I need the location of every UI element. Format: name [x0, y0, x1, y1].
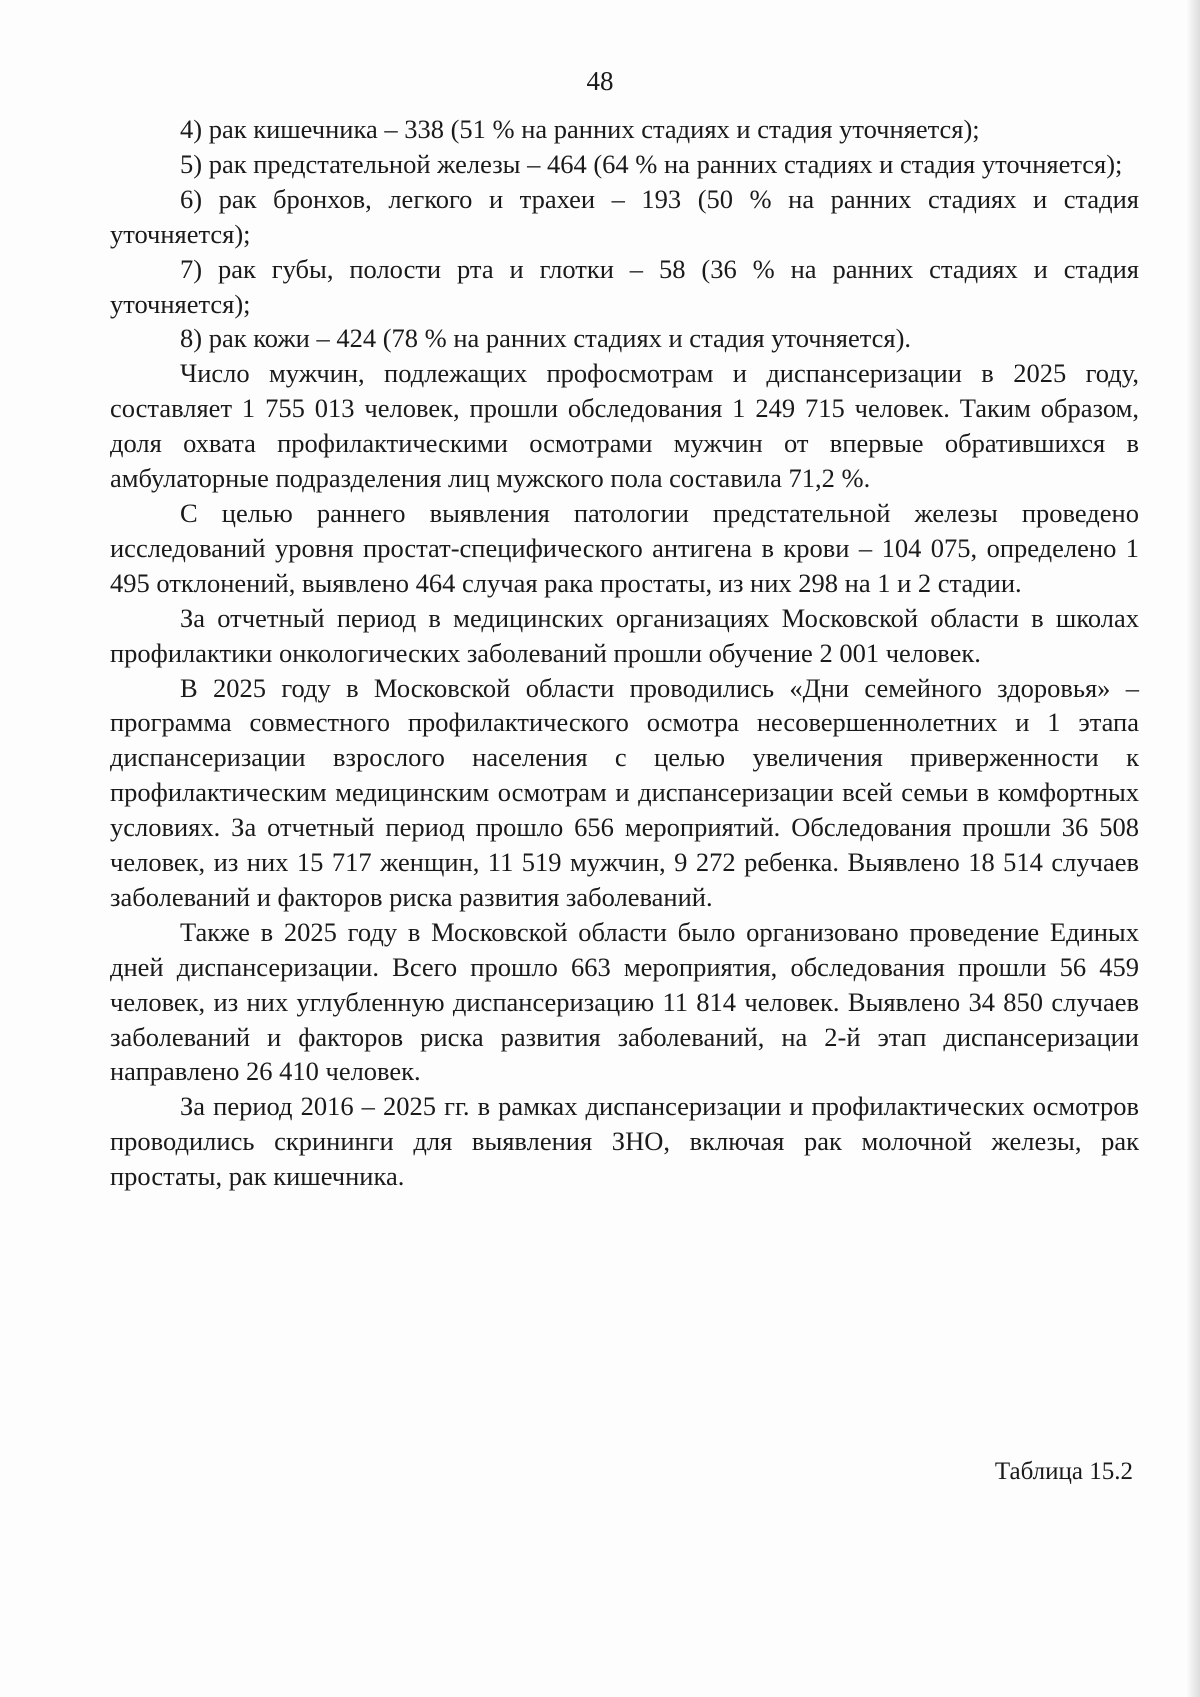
list-item-prostate-cancer: 5) рак предстательной железы – 464 (64 % на ранних стадиях и стадия уточняется); [180, 148, 1123, 179]
paragraph-psa-testing: С целью раннего выявления патологии предстательной железы проведено исследований уровня простат-специфического антигена в крови – 104 075, определено 1 495 отклонений, выявлено 464 случая рака простаты, из них 298 на 1 и 2 стадии. [110, 497, 1139, 598]
paragraph-screening-period: За период 2016 – 2025 гг. в рамках диспансеризации и профилактических осмотров проводились скрининги для выявления ЗНО, включая рак молочной железы, рак простаты, рак кишечника. [110, 1091, 1139, 1192]
paragraph-oncology-schools: За отчетный период в медицинских организациях Московской области в школах профилактики онкологических заболеваний прошли обучение 2 001 человек. [110, 602, 1139, 668]
list-item-lung-cancer: 6) рак бронхов, легкого и трахеи – 193 (50 % на ранних стадиях и стадия уточняется); [110, 183, 1139, 249]
list-item-lip-mouth-cancer: 7) рак губы, полости рта и глотки – 58 (36 % на ранних стадиях и стадия уточняется); [110, 253, 1139, 319]
scan-edge [1186, 0, 1200, 1697]
paragraph-unified-screening-days: Также в 2025 году в Московской области было организовано проведение Единых дней диспансеризации. Всего прошло 663 мероприятия, обследования прошли 56 459 человек, из них углубленную диспансеризацию 11 814 человек. Выявлено 34 850 случаев заболеваний и факторов риска развития заболеваний, на 2-й этап диспансеризации направлено 26 410 человек. [110, 916, 1139, 1087]
list-item-skin-cancer: 8) рак кожи – 424 (78 % на ранних стадиях и стадия уточняется). [180, 323, 912, 354]
table-caption: Таблица 15.2 [994, 1458, 1133, 1485]
page-number: 48 [586, 66, 614, 96]
paragraph-men-screening: Число мужчин, подлежащих профосмотрам и диспансеризации в 2025 году, составляет 1 755 013 человек, прошли обследования 1 249 715 человек. Таким образом, доля охвата профилактическими осмотрами мужчин от впервые обратившихся в амбулаторные подразделения лиц мужского пола составила 71,2 %. [110, 358, 1139, 494]
paragraph-family-health-days: В 2025 году в Московской области проводились «Дни семейного здоровья» – программа совместного профилактического осмотра несовершеннолетних и 1 этапа диспансеризации взрослого населения с целью увеличения приверженности к профилактическим медицинским осмотрам и диспансеризации всей семьи в комфортных условиях. За отчетный период прошло 656 мероприятий. Обследования прошли 36 508 человек, из них 15 717 женщин, 11 519 мужчин, 9 272 ребенка. Выявлено 18 514 случаев заболеваний и факторов риска развития заболеваний. [110, 672, 1139, 912]
page-body [110, 112, 1139, 1194]
list-item-bowel-cancer: 4) рак кишечника – 338 (51 % на ранних стадиях и стадия уточняется); [180, 114, 980, 144]
